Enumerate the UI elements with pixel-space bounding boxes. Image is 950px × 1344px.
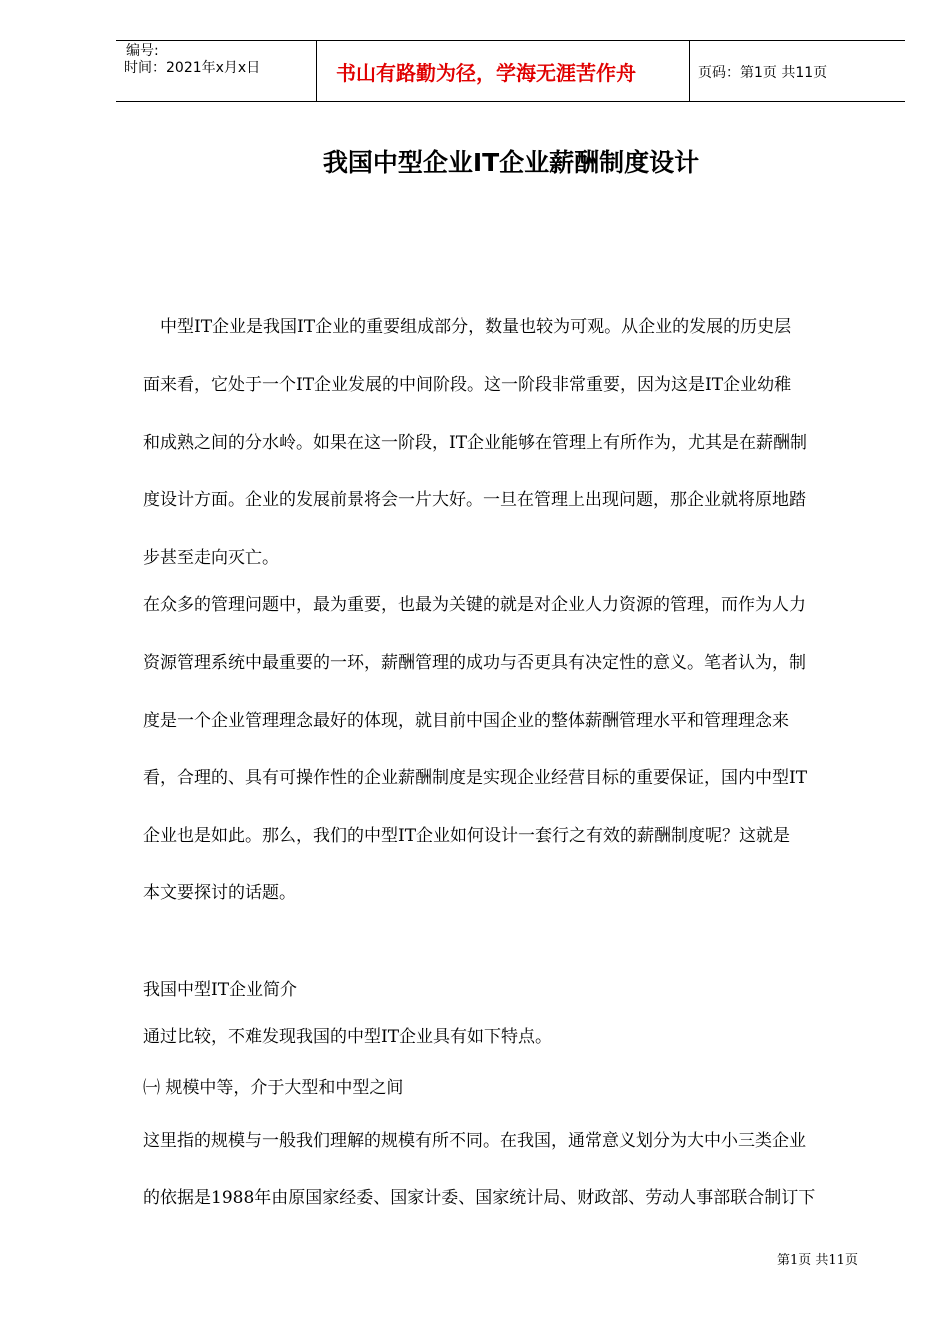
document-title: 我国中型企业IT企业薪酬制度设计 <box>322 148 700 177</box>
body-line: 本文要探讨的话题。 <box>143 883 296 903</box>
header-page-cell <box>690 41 905 101</box>
body-line: 面来看，它处于一个IT企业发展的中间阶段。这一阶段非常重要，因为这是IT企业幼稚 <box>143 375 792 395</box>
body-line: 的依据是1988年由原国家经委、国家计委、国家统计局、财政部、劳动人事部联合制订下 <box>143 1188 816 1208</box>
body-line: 看，合理的、具有可操作性的企业薪酬制度是实现企业经营目标的重要保证，国内中型IT <box>143 768 808 788</box>
subsection-heading: ㈠ 规模中等，介于大型和中型之间 <box>143 1078 404 1098</box>
body-line: 和成熟之间的分水岭。如果在这一阶段，IT企业能够在管理上有所作为，尤其是在薪酬制 <box>143 433 808 453</box>
header-meta-cell <box>116 41 317 101</box>
document-time-label: 时间：2021年x月x日 <box>124 60 261 76</box>
document-number-label: 编号: <box>126 43 159 59</box>
body-line: 中型IT企业是我国IT企业的重要组成部分，数量也较为可观。从企业的发展的历史层 <box>160 317 792 337</box>
section-heading: 我国中型IT企业简介 <box>143 980 298 1000</box>
body-line: 在众多的管理问题中，最为重要，也最为关键的就是对企业人力资源的管理，而作为人力 <box>143 595 806 615</box>
body-line: 步甚至走向灭亡。 <box>143 548 279 568</box>
body-line: 企业也是如此。那么，我们的中型IT企业如何设计一套行之有效的薪酬制度呢？这就是 <box>143 826 791 846</box>
body-line: 度设计方面。企业的发展前景将会一片大好。一旦在管理上出现问题，那企业就将原地踏 <box>143 490 806 510</box>
header-page-info: 页码：第1页 共11页 <box>698 65 828 81</box>
page-header <box>116 40 905 102</box>
body-line: 通过比较，不难发现我国的中型IT企业具有如下特点。 <box>143 1027 553 1047</box>
page-footer: 第1页 共11页 <box>777 1253 858 1268</box>
body-line: 度是一个企业管理理念最好的体现，就目前中国企业的整体薪酬管理水平和管理理念来 <box>143 711 789 731</box>
header-motto-cell <box>316 41 690 101</box>
body-line: 资源管理系统中最重要的一环，薪酬管理的成功与否更具有决定性的意义。笔者认为，制 <box>143 653 806 673</box>
body-line: 这里指的规模与一般我们理解的规模有所不同。在我国，通常意义划分为大中小三类企业 <box>143 1131 806 1151</box>
header-motto: 书山有路勤为径，学海无涯苦作舟 <box>336 61 636 85</box>
